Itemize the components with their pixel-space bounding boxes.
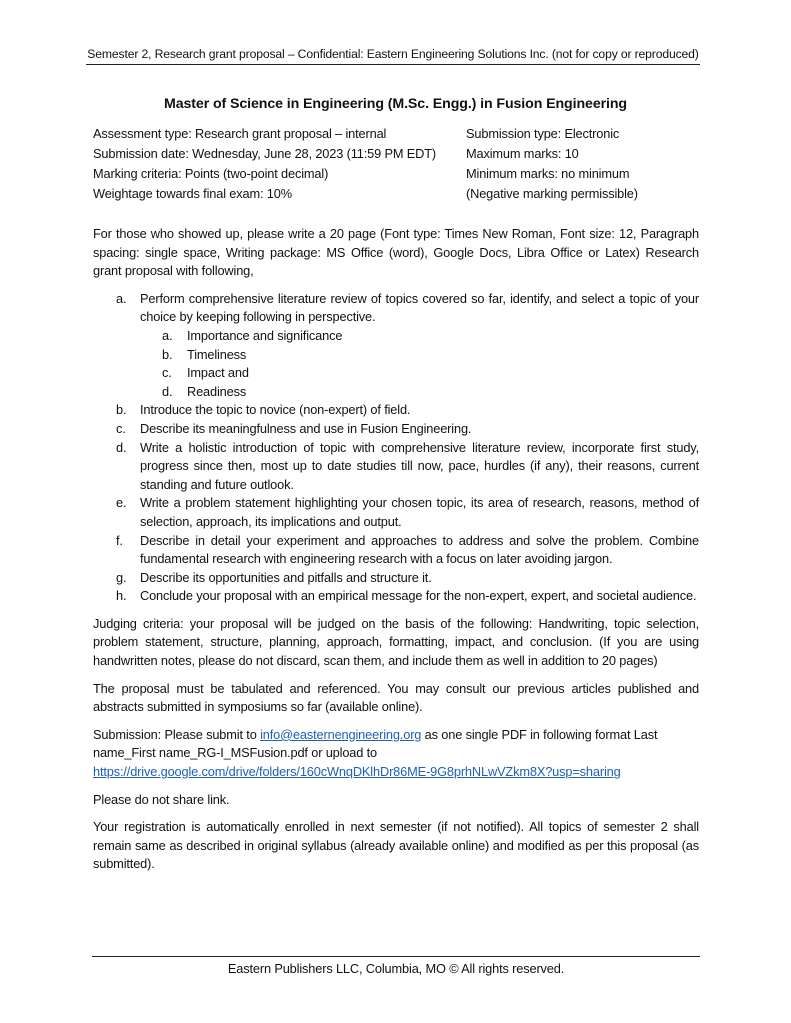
requirements-list bbox=[93, 290, 699, 606]
sub-list bbox=[140, 327, 699, 401]
meta-row bbox=[93, 184, 700, 204]
list-marker: e. bbox=[116, 495, 127, 511]
email-link[interactable]: info@easternengineering.org bbox=[260, 726, 422, 742]
tabulated-paragraph: The proposal must be tabulated and referenced. You may consult our previous articles published and abstracts submitted in symposiums so far (available online). bbox=[93, 680, 699, 715]
submission-middle: as one single PDF in following format Last name_First name_RG-I_MSFusion.pdf or upload to bbox=[93, 726, 658, 761]
no-share-note: Please do not share link. bbox=[93, 791, 230, 807]
list-marker: b. bbox=[116, 402, 127, 418]
document-title: Master of Science in Engineering (M.Sc. Engg.) in Fusion Engineering bbox=[163, 96, 628, 112]
list-item-text: Conclude your proposal with an empirical message for the non-expert, expert, and societal audience. bbox=[140, 588, 697, 604]
sub-list-item-text: Impact and bbox=[187, 365, 249, 381]
list-item-text: Describe its meaningfulness and use in Fusion Engineering. bbox=[140, 420, 472, 436]
list-item-text: Perform comprehensive literature review of topics covered so far, identify, and select a topic of your choice by keeping following in perspective. bbox=[140, 290, 699, 325]
list-item bbox=[93, 532, 699, 569]
list-item bbox=[93, 420, 699, 439]
sub-list-item-text: Importance and significance bbox=[187, 327, 343, 343]
sub-list-item bbox=[140, 364, 699, 383]
submission-prefix: Submission: Please submit to bbox=[93, 726, 261, 742]
list-marker: d. bbox=[162, 383, 173, 399]
sub-list-item bbox=[140, 327, 699, 346]
list-item bbox=[93, 494, 699, 531]
list-item-text: Introduce the topic to novice (non-expert) of field. bbox=[140, 402, 411, 418]
meta-row bbox=[93, 144, 700, 164]
meta-row bbox=[93, 164, 700, 184]
list-marker: a. bbox=[162, 327, 173, 343]
list-item-text: Describe its opportunities and pitfalls and structure it. bbox=[140, 569, 432, 585]
list-marker: c. bbox=[162, 365, 172, 381]
submission-date: Submission date: Wednesday, June 28, 2023 (11:59 PM EDT) bbox=[93, 146, 436, 161]
list-item bbox=[93, 569, 699, 588]
drive-upload-link[interactable]: https://drive.google.com/drive/folders/160cWnqDKlhDr86ME-9G8prhNLwVZkm8X?usp=sharing bbox=[93, 764, 621, 780]
sub-list-item-text: Timeliness bbox=[187, 346, 247, 362]
list-marker: g. bbox=[116, 569, 127, 585]
registration-paragraph: Your registration is automatically enrolled in next semester (if not notified). All topics of semester 2 shall remain same as described in original syllabus (already available online) and modified as per this proposal (as submitted). bbox=[93, 819, 699, 872]
list-item-text: Write a holistic introduction of topic with comprehensive literature review, incorporate first study, progress since then, most up to date studies till now, pace, hurdles (if any), their reasons, current standing and future outlook. bbox=[140, 439, 699, 492]
sub-list-item bbox=[140, 383, 699, 402]
minimum-marks: Minimum marks: no minimum bbox=[466, 166, 630, 181]
list-item-text: Describe in detail your experiment and approaches to address and solve the problem. Combine fundamental research with engineering research with a focus on later avoiding jargon. bbox=[140, 532, 699, 567]
submission-type: Submission type: Electronic bbox=[466, 126, 620, 141]
list-marker: b. bbox=[162, 346, 173, 362]
judging-criteria-paragraph: Judging criteria: your proposal will be judged on the basis of the following: Handwriting, topic selection, problem statement, structure, planning, approach, formatting, impact, and conclusion. (If you are using handwritten notes, please do not discard, scan them, and include them as well in addition to 20 pages) bbox=[93, 615, 699, 669]
list-marker: d. bbox=[116, 439, 127, 455]
list-marker: c. bbox=[116, 420, 126, 436]
page-header: Semester 2, Research grant proposal – Confidential: Eastern Engineering Solutions Inc. (not for copy or reproduced) bbox=[86, 45, 700, 65]
page-footer: Eastern Publishers LLC, Columbia, MO © All rights reserved. bbox=[92, 956, 700, 979]
list-marker: h. bbox=[116, 588, 127, 604]
intro-paragraph: For those who showed up, please write a 20 page (Font type: Times New Roman, Font size: 12, Paragraph spacing: single space, Writing package: MS Office (word), Google Docs, Libra Office or Latex) Research grant proposal with following, bbox=[93, 226, 699, 279]
assessment-details bbox=[93, 124, 700, 204]
maximum-marks: Maximum marks: 10 bbox=[466, 146, 579, 161]
meta-row bbox=[93, 124, 700, 144]
list-item bbox=[93, 290, 699, 402]
list-item bbox=[93, 401, 699, 420]
list-item bbox=[93, 439, 699, 495]
weightage: Weightage towards final exam: 10% bbox=[93, 186, 292, 201]
list-item bbox=[93, 587, 699, 606]
list-item-text: Write a problem statement highlighting your chosen topic, its area of research, reasons, method of selection, approach, its implications and output. bbox=[140, 495, 699, 529]
sub-list-item bbox=[140, 346, 699, 365]
marking-criteria: Marking criteria: Points (two-point decimal) bbox=[93, 166, 329, 181]
submission-paragraph bbox=[93, 726, 699, 782]
assessment-type: Assessment type: Research grant proposal – internal bbox=[93, 126, 387, 141]
document-body bbox=[93, 225, 699, 883]
sub-list-item-text: Readiness bbox=[187, 383, 247, 399]
negative-marking-note: (Negative marking permissible) bbox=[466, 186, 638, 201]
list-marker: f. bbox=[116, 532, 123, 548]
list-marker: a. bbox=[116, 290, 127, 306]
